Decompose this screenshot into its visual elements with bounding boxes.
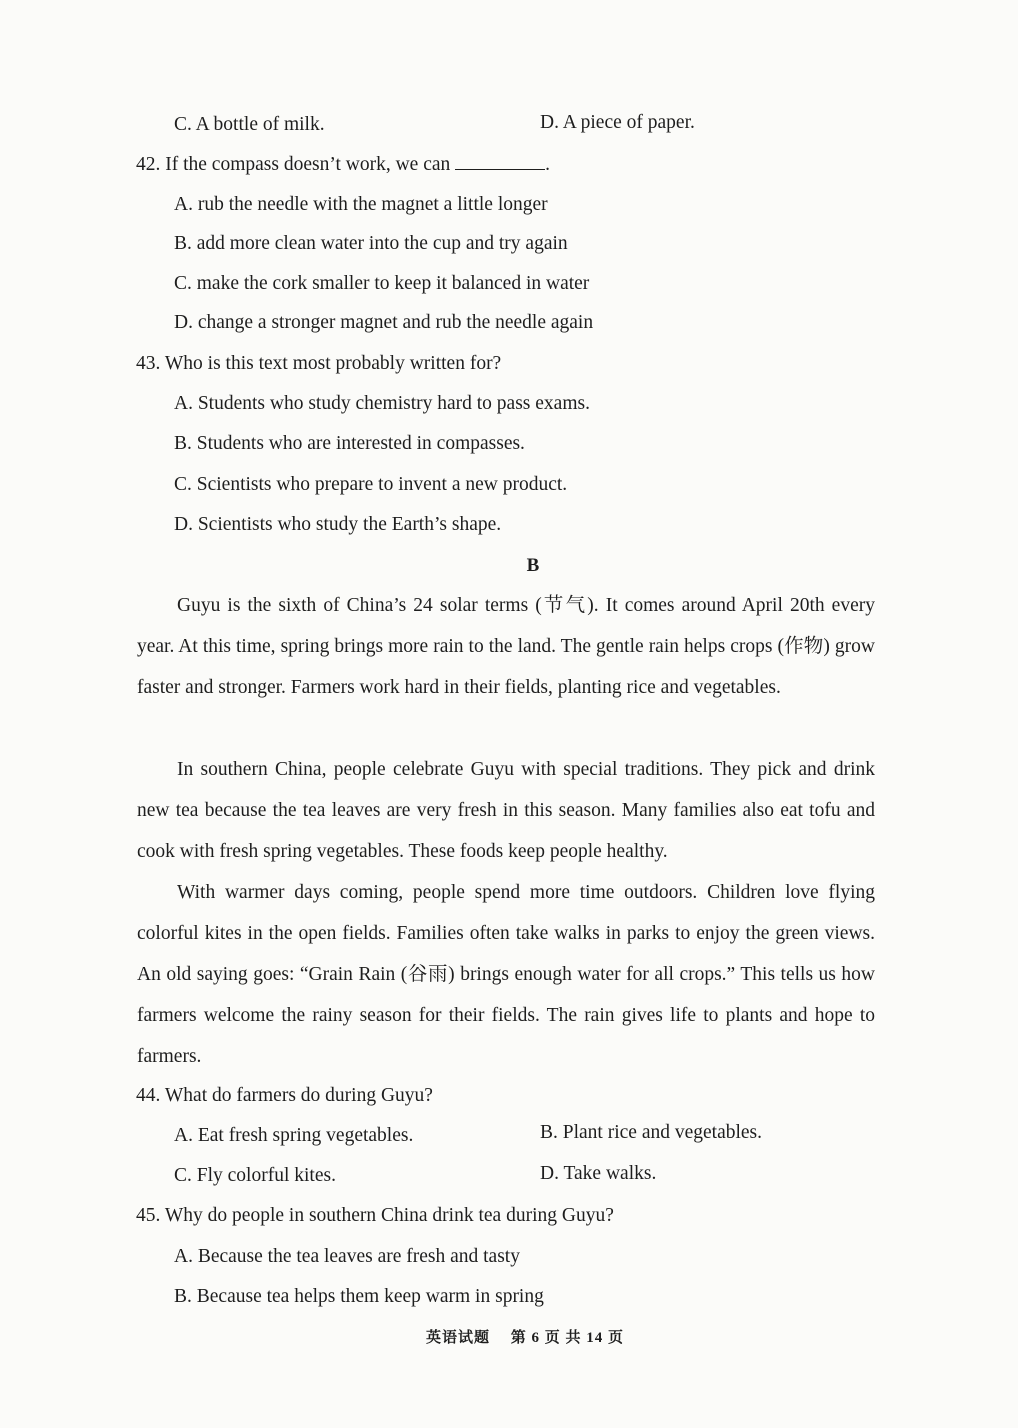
q44-stem: 44. What do farmers do during Guyu?: [136, 1085, 433, 1106]
q45-option-a: A. Because the tea leaves are fresh and tasty: [174, 1246, 520, 1267]
q42-stem-text: 42. If the compass doesn’t work, we can: [136, 154, 456, 175]
q43-option-c: C. Scientists who prepare to invent a new product.: [174, 474, 568, 495]
q42-option-d: D. change a stronger magnet and rub the needle again: [174, 312, 594, 333]
q43-option-a: A. Students who study chemistry hard to pass exams.: [174, 393, 590, 414]
passage-paragraph-2: In southern China, people celebrate Guyu with special traditions. They pick and drink new tea because the tea leaves are very fresh in this season. Many families also eat tofu and cook with fresh spring vegetables. These foods keep people healthy.: [137, 759, 875, 862]
passage-paragraph-1: Guyu is the sixth of China’s 24 solar terms (节气). It comes around April 20th every year. At this time, spring brings more rain to the land. The gentle rain helps crops (作物) grow faster and stronger. Farmers work hard in their fields, planting rice and vegetables.: [137, 595, 875, 698]
q42-stem-end: .: [545, 154, 551, 175]
answer-blank: [455, 153, 545, 170]
q42-option-a: A. rub the needle with the magnet a little longer: [174, 194, 548, 215]
q42-option-c: C. make the cork smaller to keep it balanced in water: [174, 273, 590, 294]
q44-option-a: A. Eat fresh spring vegetables.: [174, 1125, 414, 1146]
q44-option-b: B. Plant rice and vegetables.: [540, 1122, 763, 1143]
q45-stem: 45. Why do people in southern China drink tea during Guyu?: [136, 1205, 614, 1226]
q43-stem: 43. Who is this text most probably written for?: [136, 353, 502, 374]
q44-option-c: C. Fly colorful kites.: [174, 1165, 336, 1186]
q41-option-c: C. A bottle of milk.: [174, 114, 325, 135]
q42-stem: [136, 153, 550, 177]
page-footer: [0, 1326, 1018, 1347]
q41-option-d: D. A piece of paper.: [540, 112, 695, 133]
q42-option-b: B. add more clean water into the cup and try again: [174, 233, 568, 254]
passage-paragraph-3: With warmer days coming, people spend more time outdoors. Children love flying colorful kites in the open fields. Families often take walks in parks to enjoy the green views. An old saying goes: “Grain Rain (谷雨) brings enough water for all crops.” This tells us how farmers welcome the rainy season for their fields. The rain gives life to plants and hope to farmers.: [137, 882, 875, 1067]
section-title-b: B: [526, 555, 540, 576]
q43-option-b: B. Students who are interested in compasses.: [174, 433, 525, 454]
q44-option-d: D. Take walks.: [540, 1163, 657, 1184]
q45-option-b: B. Because tea helps them keep warm in spring: [174, 1286, 544, 1307]
footer-subject: 英语试题: [425, 1330, 490, 1346]
q43-option-d: D. Scientists who study the Earth’s shape.: [174, 514, 502, 535]
footer-page-number: 第 6 页 共 14 页: [510, 1330, 625, 1346]
